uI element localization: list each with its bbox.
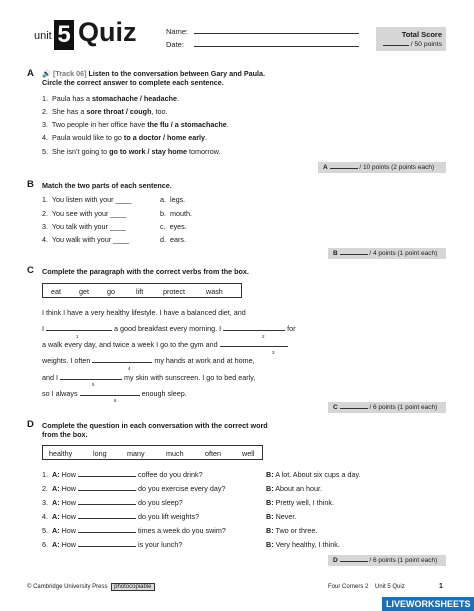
match-left-item: 3. You talk with your ____ [42, 222, 126, 231]
paragraph-line: I a good breakfast every morning. I for [42, 324, 296, 333]
list-item: 3. Two people in her office have the flu / a stomachache. [42, 120, 229, 129]
total-score-value: / 50 points [376, 41, 442, 48]
section-d-score-blank[interactable] [340, 561, 368, 562]
paragraph-line: weights. I often my hands at work and at home, [42, 356, 255, 365]
conversation-answer: B: Very healthy, I think. [266, 540, 340, 549]
page-number: 1 [439, 583, 443, 590]
section-c-score: C / 6 points (1 point each) [328, 402, 446, 413]
choice[interactable]: to a doctor / home early [123, 133, 205, 142]
unit-label: unit [34, 30, 52, 42]
section-a-score: A / 10 points (2 points each) [318, 162, 446, 173]
total-score-label: Total Score [401, 30, 442, 39]
answer-blank[interactable] [78, 546, 136, 547]
choice[interactable]: stomachache / headache [91, 94, 178, 103]
section-b-instruction: Match the two parts of each sentence. [42, 181, 172, 190]
section-d-score: D / 6 points (1 point each) [328, 555, 446, 566]
word-box-item: long [93, 449, 107, 458]
blank-number: 3 [272, 350, 275, 355]
section-d-instruction: Complete the question in each conversation with the correct word from the box. [42, 421, 268, 439]
match-right-item: d. ears. [160, 235, 186, 244]
audio-icon[interactable]: 🔊 [42, 69, 51, 78]
match-left-item: 4. You walk with your ____ [42, 235, 130, 244]
list-item: 5. She isn’t going to go to work / stay home tomorrow. [42, 147, 221, 156]
section-a-score-blank[interactable] [330, 168, 358, 169]
paragraph-line: and I my skin with sunscreen. I go to bed early, [42, 373, 256, 382]
choice[interactable]: go to work / stay home [109, 147, 188, 156]
section-b-score: B / 4 points (1 point each) [328, 248, 446, 259]
paragraph-line: a walk every day, and twice a week I go to the gym and [42, 340, 288, 349]
match-right-item: a. legs. [160, 195, 186, 204]
blank-5[interactable] [60, 379, 122, 380]
footer-course: Four Corners 2 Unit 5 Quiz [328, 584, 405, 590]
track-label: [Track 06] [52, 69, 87, 78]
word-box [42, 445, 263, 460]
word-box-item: eat [51, 287, 61, 296]
match-left-item: 2. You see with your ____ [42, 209, 127, 218]
section-a-letter: A [27, 68, 34, 79]
blank-3[interactable] [220, 346, 288, 347]
blank-4[interactable] [92, 362, 152, 363]
section-a-instruction: 🔊 [Track 06] Listen to the conversation between Gary and Paula. Circle the correct answer to complete each sentence. [42, 69, 266, 87]
word-box-item: often [205, 449, 221, 458]
word-box-item: lift [136, 287, 144, 296]
blank-2[interactable] [223, 330, 285, 331]
blank-number: 6 [114, 398, 117, 403]
photocopiable-badge: photocopiable [111, 583, 154, 591]
answer-blank[interactable] [78, 476, 136, 477]
conversation-row: 5. A: How times a week do you swim? [42, 526, 226, 535]
name-label: Name: [166, 27, 189, 36]
date-label: Date: [166, 40, 184, 49]
section-d-letter: D [27, 419, 34, 430]
choice[interactable]: sore throat / cough [86, 107, 152, 116]
choice[interactable]: the flu / a stomachache [147, 120, 227, 129]
conversation-row: 1. A: How coffee do you drink? [42, 470, 203, 479]
answer-blank[interactable] [78, 532, 136, 533]
conversation-answer: B: Pretty well, I think. [266, 498, 334, 507]
blank-number: 1 [76, 334, 79, 339]
word-box-item: well [242, 449, 255, 458]
answer-blank[interactable] [78, 490, 136, 491]
list-item: 1. Paula has a stomachache / headache. [42, 94, 180, 103]
list-item: 2. She has a sore throat / cough, too. [42, 107, 168, 116]
conversation-answer: B: Two or three. [266, 526, 318, 535]
blank-6[interactable] [80, 395, 140, 396]
word-box [42, 283, 242, 298]
date-field[interactable] [194, 46, 359, 47]
conversation-answer: B: About an hour. [266, 484, 322, 493]
conversation-row: 6. A: How is your lunch? [42, 540, 183, 549]
match-left-item: 1. You listen with your ____ [42, 195, 132, 204]
blank-number: 5 [92, 382, 95, 387]
section-c-instruction: Complete the paragraph with the correct verbs from the box. [42, 267, 249, 276]
word-box-item: wash [206, 287, 223, 296]
match-right-item: c. eyes. [160, 222, 187, 231]
paragraph-line: I think I have a very healthy lifestyle. I have a balanced diet, and [42, 308, 246, 317]
list-item: 4. Paula would like to go to a doctor / home early. [42, 133, 207, 142]
name-field[interactable] [194, 33, 359, 34]
answer-blank[interactable] [78, 504, 136, 505]
word-box-item: healthy [49, 449, 73, 458]
copyright: © Cambridge University Press photocopiable [27, 584, 155, 590]
section-b-letter: B [27, 179, 34, 190]
section-b-score-blank[interactable] [340, 254, 368, 255]
section-c-letter: C [27, 265, 34, 276]
conversation-row: 2. A: How do you exercise every day? [42, 484, 226, 493]
conversation-row: 4. A: How do you lift weights? [42, 512, 200, 521]
answer-blank[interactable] [78, 518, 136, 519]
unit-number: 5 [54, 20, 74, 50]
word-box-item: get [79, 287, 89, 296]
blank-1[interactable] [46, 330, 112, 331]
paragraph-line: so I always enough sleep. [42, 389, 187, 398]
word-box-item: go [107, 287, 115, 296]
word-box-item: protect [163, 287, 185, 296]
quiz-title: Quiz [78, 17, 137, 47]
total-score-blank[interactable] [383, 45, 409, 46]
match-right-item: b. mouth. [160, 209, 192, 218]
section-c-score-blank[interactable] [340, 408, 368, 409]
blank-number: 2 [262, 334, 265, 339]
blank-number: 4 [128, 366, 131, 371]
word-box-item: many [127, 449, 145, 458]
word-box-item: much [166, 449, 184, 458]
liveworksheets-logo[interactable]: LIVEWORKSHEETS [382, 597, 474, 611]
conversation-row: 3. A: How do you sleep? [42, 498, 183, 507]
conversation-answer: B: A lot. About six cups a day. [266, 470, 361, 479]
conversation-answer: B: Never. [266, 512, 297, 521]
